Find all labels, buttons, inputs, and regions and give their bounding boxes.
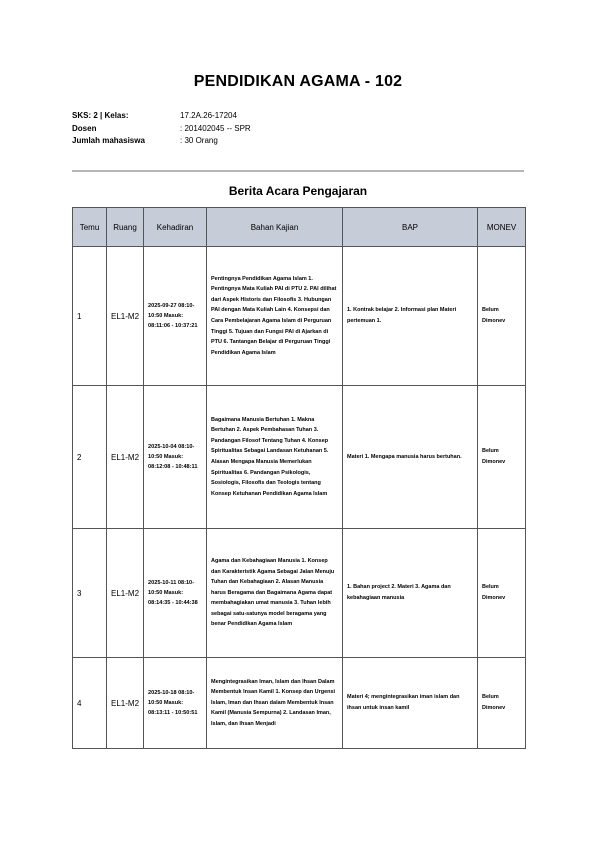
bahan-kajian-cell: Agama dan Kebahagiaan Manusia 1. Konsep dan Karakteristik Agama Sebagai Jalan Menuju Tuhan dan Kebahagiaan 2. Alasan Manusia harus Beragama dan Bagaimana Agama dapat membahagiakan umat manusia 3. Tuhan lebih sebagai satu-satunya model beragama yang benar Pendidikan Agama Islam	[207, 529, 343, 658]
column-header-kehadiran: Kehadiran	[144, 208, 207, 247]
kehadiran-cell: 2025-09-27 08:10-10:50 Masuk: 08:11:06 - 10:37:21	[144, 247, 207, 386]
table-row	[73, 529, 526, 658]
page-title: PENDIDIKAN AGAMA - 102	[193, 73, 403, 90]
bahan-kajian-cell: Pentingnya Pendidikan Agama Islam 1. Pentingnya Mata Kuliah PAI di PTU 2. PAI dilihat dari Aspek Historis dan Filosofis 3. Hubungan PAI dengan Mata Kuliah Lain 4. Konsepsi dan Cara Pembelajaran Agama Islam di Perguruan Tinggi 5. Tujuan dan Fungsi PAI di Ajarkan di PTU 6. Tantangan Belajar di Perguruan Tinggi Pendidikan Agama Islam	[207, 247, 343, 386]
monev-cell: Belum Dimonev	[478, 529, 526, 658]
bap-cell: Materi 1. Mengapa manusia harus bertuhan.	[343, 386, 478, 529]
info-value: : 30 Orang	[180, 136, 218, 145]
kehadiran-cell: 2025-10-11 08:10-10:50 Masuk: 08:14:35 - 10:44:38	[144, 529, 207, 658]
monev-cell: Belum Dimonev	[478, 386, 526, 529]
bap-table	[72, 207, 526, 749]
column-header-temu: Temu	[73, 208, 107, 247]
temu-cell: 2	[73, 386, 107, 529]
info-row-jumlah	[72, 135, 251, 148]
table-row	[73, 247, 526, 386]
bap-cell: 1. Bahan project 2. Materi 3. Agama dan kebahagiaan manusia	[343, 529, 478, 658]
column-header-bap: BAP	[343, 208, 478, 247]
monev-cell: Belum Dimonev	[478, 247, 526, 386]
ruang-cell: EL1-M2	[107, 247, 144, 386]
info-label: SKS: 2 | Kelas:	[72, 111, 129, 120]
info-row-sks	[72, 110, 251, 123]
ruang-cell: EL1-M2	[107, 386, 144, 529]
info-value: 17.2A.26-17204	[180, 111, 237, 120]
course-info	[72, 110, 251, 148]
ruang-cell: EL1-M2	[107, 529, 144, 658]
temu-cell: 4	[73, 658, 107, 749]
bap-cell: 1. Kontrak belajar 2. Informasi plan Materi pertemuan 1.	[343, 247, 478, 386]
temu-cell: 1	[73, 247, 107, 386]
table-header-row	[73, 208, 526, 247]
info-label: Jumlah mahasiswa	[72, 136, 145, 145]
column-header-ruang: Ruang	[107, 208, 144, 247]
temu-cell: 3	[73, 529, 107, 658]
section-title: Berita Acara Pengajaran	[228, 184, 368, 198]
divider	[72, 170, 524, 172]
table-row	[73, 386, 526, 529]
table-row	[73, 658, 526, 749]
info-label: Dosen	[72, 123, 97, 133]
info-row-dosen	[72, 123, 251, 136]
column-header-monev: MONEV	[478, 208, 526, 247]
monev-cell: Belum Dimonev	[478, 658, 526, 749]
kehadiran-cell: 2025-10-18 08:10-10:50 Masuk: 08:13:11 - 10:50:51	[144, 658, 207, 749]
bap-cell: Materi 4; mengintegrasikan iman islam dan ihsan untuk insan kamil	[343, 658, 478, 749]
column-header-bahan-kajian: Bahan Kajian	[207, 208, 343, 247]
kehadiran-cell: 2025-10-04 08:10-10:50 Masuk: 08:12:08 - 10:48:11	[144, 386, 207, 529]
ruang-cell: EL1-M2	[107, 658, 144, 749]
bahan-kajian-cell: Bagaimana Manusia Bertuhan 1. Makna Bertuhan 2. Aspek Pembahasan Tuhan 3. Pandangan Filosof Tentang Tuhan 4. Konsep Spiritualitas Sebagai Landasan Ketuhanan 5. Alasan Mengapa Manusia Memerlukan Spiritualitas 6. Pandangan Psikologis, Sosiologis, Filosofis dan Teologis tentang Konsep Ketuhanan Pendidikan Agama Islam	[207, 386, 343, 529]
bahan-kajian-cell: Mengintegrasikan Iman, Islam dan Ihsan Dalam Membentuk Insan Kamil 1. Konsep dan Urgensi Islam, Iman dan Ihsan dalam Membentuk Insan Kamil (Manusia Sempurna) 2. Landasan Iman, Islam, dan Ihsan Menjadi	[207, 658, 343, 749]
info-value: : 201402045 -- SPR	[180, 123, 251, 133]
